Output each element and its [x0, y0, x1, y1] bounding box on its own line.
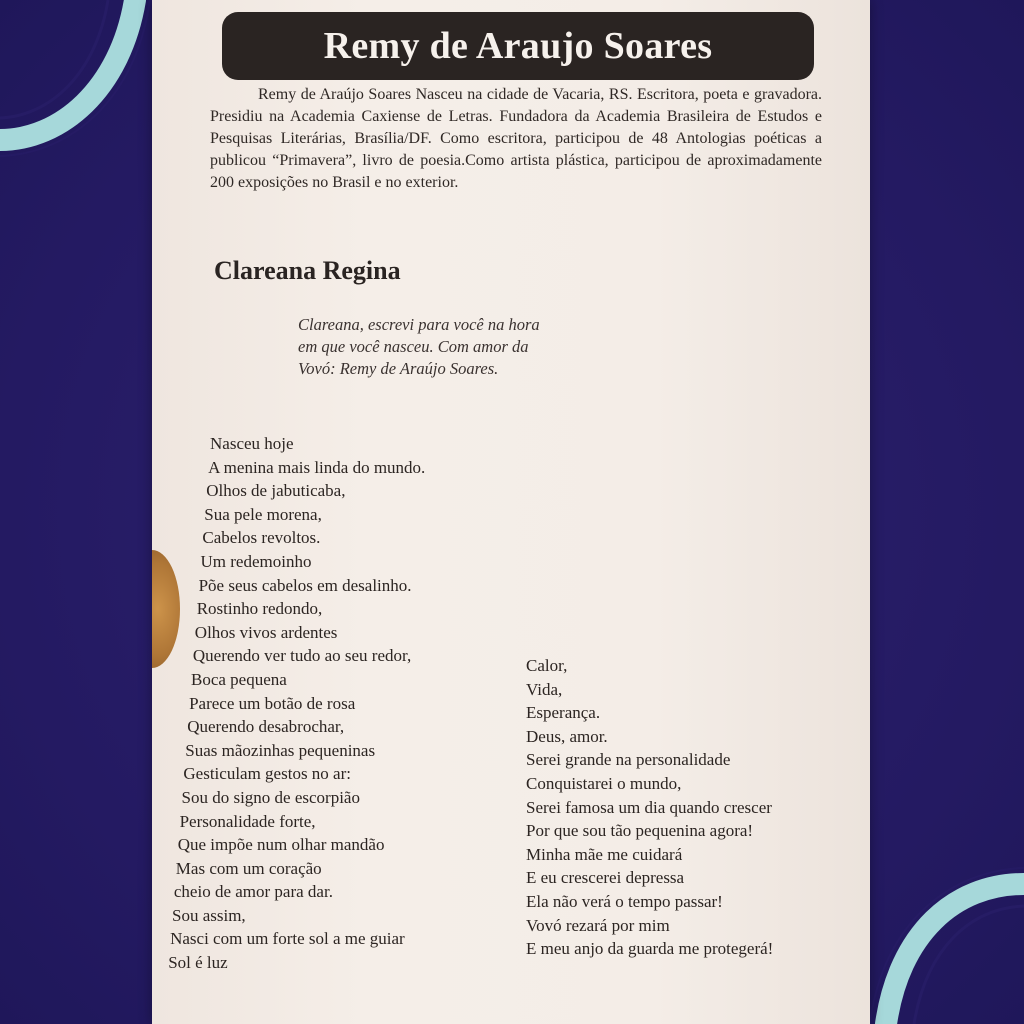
poem-column-left [152, 432, 492, 975]
poem-line: Parece um botão de rosa [189, 693, 356, 713]
poem-title: Clareana Regina [214, 256, 401, 285]
book-page [152, 0, 870, 1024]
poem-line: Sua pele morena, [204, 504, 322, 524]
poem-line: Personalidade forte, [179, 811, 316, 831]
dedication-line: Vovó: Remy de Araújo Soares. [298, 359, 499, 378]
poem-line: E eu crescerei depressa [526, 868, 685, 888]
dedication-line: Clareana, escrevi para você na hora [298, 315, 540, 334]
poem-line: Serei famosa um dia quando crescer [526, 797, 772, 817]
poem-line: Nasci com um forte sol a me guiar [170, 929, 405, 949]
swirl-decoration-bottom-right [854, 854, 1024, 1024]
swirl-decoration-top-left [0, 0, 170, 170]
poem-line: Por que sou tão pequenina agora! [526, 821, 754, 841]
poem-line: Mas com um coração [175, 858, 322, 878]
poem-line: Sol é luz [168, 953, 228, 973]
poem-line: Nasceu hoje [210, 434, 294, 453]
poem-line: Cabelos revoltos. [202, 528, 321, 548]
poem-line: Vovó rezará por mim [526, 915, 670, 935]
poem-line: Ela não verá o tempo passar! [526, 891, 723, 911]
poem-line: Que impõe num olhar mandão [177, 835, 385, 855]
dedication-line: em que você nasceu. Com amor da [298, 337, 529, 356]
poem-line: Olhos de jabuticaba, [206, 481, 346, 501]
poem-line: Sou do signo de escorpião [181, 787, 360, 807]
poem-line: Querendo desabrochar, [187, 717, 345, 737]
poem-line: Boca pequena [191, 669, 287, 689]
poem-column-right [526, 654, 866, 961]
poem-line: Põe seus cabelos em desalinho. [198, 575, 412, 595]
poem-line: Calor, [526, 656, 568, 675]
poem-line: Sou assim, [172, 905, 246, 925]
poem-line: Um redemoinho [200, 551, 312, 571]
author-title: Remy de Araujo Soares [323, 25, 713, 67]
poem-line: cheio de amor para dar. [173, 882, 333, 902]
poem-line: Rostinho redondo, [196, 599, 323, 619]
poem-line: Conquistarei o mundo, [526, 773, 682, 793]
poem-line: Esperança. [526, 703, 601, 723]
poem-line: Gesticulam gestos no ar: [183, 764, 351, 784]
poem-line: E meu anjo da guarda me protegerá! [526, 939, 774, 959]
poem-line: Querendo ver tudo ao seu redor, [192, 646, 412, 666]
poem-line: Deus, amor. [526, 726, 608, 746]
poem-line: A menina mais linda do mundo. [208, 457, 426, 477]
author-bio-text: Remy de Araújo Soares Nasceu na cidade de Vacaria, RS. Escritora, poeta e gravadora. Presidiu na Academia Caxiense de Letras. Fundadora da Academia Brasileira de Estudos e Pesquisas Literárias, Brasília/DF. Como escritora, participou de 48 Antologias poéticas a publicou “Primavera”, livro de poesia.Como artista plástica, participou de aproximadamente 200 exposições no Brasil e no exterior. [210, 86, 822, 191]
author-title-banner [222, 12, 814, 80]
poem-line: Vida, [526, 679, 563, 699]
poem-line: Olhos vivos ardentes [194, 622, 338, 642]
poem-dedication [298, 314, 618, 380]
poem-line: Suas mãozinhas pequeninas [185, 740, 376, 760]
author-bio [210, 84, 822, 194]
poem-line: Serei grande na personalidade [526, 750, 731, 770]
poem-line: Minha mãe me cuidará [526, 844, 683, 864]
